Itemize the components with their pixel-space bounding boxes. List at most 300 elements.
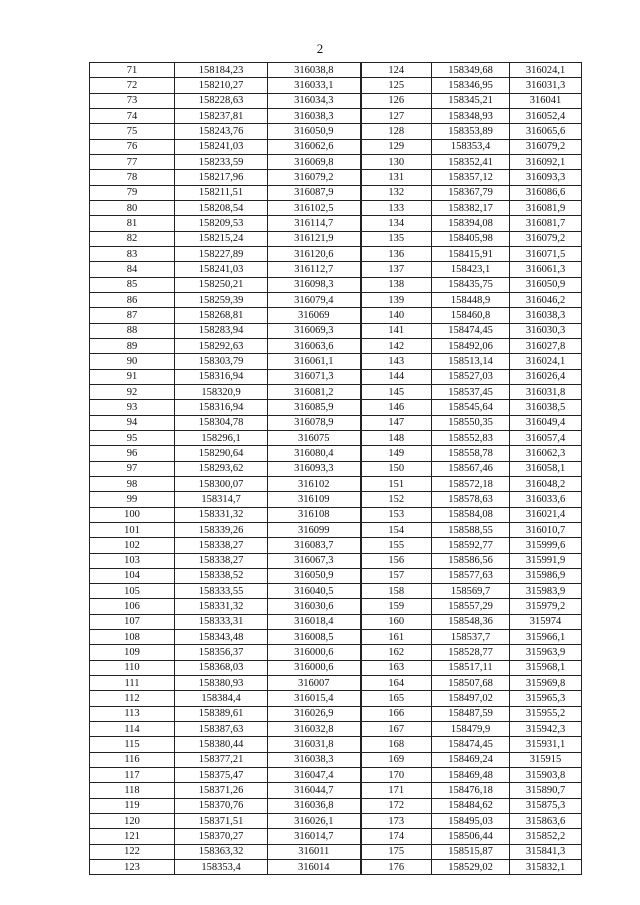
point-number-cell: 92 <box>90 384 175 399</box>
y-coordinate-cell: 316061,3 <box>510 262 582 277</box>
table-row <box>90 262 582 277</box>
point-number-cell: 107 <box>90 614 175 629</box>
x-coordinate-cell: 158343,48 <box>175 630 268 645</box>
y-coordinate-cell: 316093,3 <box>268 461 361 476</box>
point-number-cell: 100 <box>90 507 175 522</box>
y-coordinate-cell: 316038,8 <box>268 63 361 78</box>
table-row <box>90 93 582 108</box>
table-row <box>90 645 582 660</box>
x-coordinate-cell: 158513,14 <box>432 354 510 369</box>
x-coordinate-cell: 158233,59 <box>175 154 268 169</box>
y-coordinate-cell: 315966,1 <box>510 630 582 645</box>
x-coordinate-cell: 158448,9 <box>432 292 510 307</box>
table-row <box>90 660 582 675</box>
x-coordinate-cell: 158333,31 <box>175 614 268 629</box>
y-coordinate-cell: 316033,1 <box>268 78 361 93</box>
y-coordinate-cell: 316038,3 <box>268 108 361 123</box>
x-coordinate-cell: 158259,39 <box>175 292 268 307</box>
x-coordinate-cell: 158474,45 <box>432 323 510 338</box>
point-number-cell: 167 <box>361 722 432 737</box>
y-coordinate-cell: 316079,4 <box>268 292 361 307</box>
x-coordinate-cell: 158507,68 <box>432 676 510 691</box>
x-coordinate-cell: 158292,63 <box>175 338 268 353</box>
y-coordinate-cell: 315965,3 <box>510 691 582 706</box>
table-row <box>90 476 582 491</box>
y-coordinate-cell: 316044,7 <box>268 783 361 798</box>
y-coordinate-cell: 316079,2 <box>510 139 582 154</box>
table-row <box>90 384 582 399</box>
table-row <box>90 154 582 169</box>
x-coordinate-cell: 158304,78 <box>175 415 268 430</box>
point-number-cell: 151 <box>361 476 432 491</box>
point-number-cell: 139 <box>361 292 432 307</box>
y-coordinate-cell: 315969,8 <box>510 676 582 691</box>
y-coordinate-cell: 316038,3 <box>510 308 582 323</box>
y-coordinate-cell: 316081,9 <box>510 200 582 215</box>
table-row <box>90 507 582 522</box>
y-coordinate-cell: 316018,4 <box>268 614 361 629</box>
point-number-cell: 146 <box>361 400 432 415</box>
point-number-cell: 109 <box>90 645 175 660</box>
table-row <box>90 814 582 829</box>
point-number-cell: 163 <box>361 660 432 675</box>
x-coordinate-cell: 158529,02 <box>432 860 510 875</box>
y-coordinate-cell: 316065,6 <box>510 124 582 139</box>
table-row <box>90 461 582 476</box>
x-coordinate-cell: 158550,35 <box>432 415 510 430</box>
y-coordinate-cell: 316033,6 <box>510 492 582 507</box>
x-coordinate-cell: 158210,27 <box>175 78 268 93</box>
point-number-cell: 136 <box>361 246 432 261</box>
point-number-cell: 155 <box>361 538 432 553</box>
table-row <box>90 63 582 78</box>
y-coordinate-cell: 316108 <box>268 507 361 522</box>
y-coordinate-cell: 316079,2 <box>510 231 582 246</box>
point-number-cell: 76 <box>90 139 175 154</box>
point-number-cell: 125 <box>361 78 432 93</box>
y-coordinate-cell: 316026,1 <box>268 814 361 829</box>
point-number-cell: 88 <box>90 323 175 338</box>
table-row <box>90 292 582 307</box>
x-coordinate-cell: 158495,03 <box>432 814 510 829</box>
y-coordinate-cell: 316093,3 <box>510 170 582 185</box>
y-coordinate-cell: 316026,9 <box>268 706 361 721</box>
x-coordinate-cell: 158353,4 <box>432 139 510 154</box>
x-coordinate-cell: 158370,27 <box>175 829 268 844</box>
y-coordinate-cell: 316010,7 <box>510 522 582 537</box>
point-number-cell: 172 <box>361 798 432 813</box>
table-row <box>90 584 582 599</box>
table-row <box>90 737 582 752</box>
point-number-cell: 84 <box>90 262 175 277</box>
y-coordinate-cell: 316030,3 <box>510 323 582 338</box>
table-row <box>90 768 582 783</box>
x-coordinate-cell: 158338,27 <box>175 538 268 553</box>
point-number-cell: 126 <box>361 93 432 108</box>
x-coordinate-cell: 158552,83 <box>432 430 510 445</box>
point-number-cell: 102 <box>90 538 175 553</box>
point-number-cell: 91 <box>90 369 175 384</box>
x-coordinate-cell: 158217,96 <box>175 170 268 185</box>
point-number-cell: 116 <box>90 752 175 767</box>
x-coordinate-cell: 158243,76 <box>175 124 268 139</box>
point-number-cell: 145 <box>361 384 432 399</box>
x-coordinate-cell: 158497,02 <box>432 691 510 706</box>
point-number-cell: 147 <box>361 415 432 430</box>
point-number-cell: 119 <box>90 798 175 813</box>
point-number-cell: 108 <box>90 630 175 645</box>
point-number-cell: 86 <box>90 292 175 307</box>
y-coordinate-cell: 316112,7 <box>268 262 361 277</box>
point-number-cell: 122 <box>90 844 175 859</box>
point-number-cell: 114 <box>90 722 175 737</box>
point-number-cell: 150 <box>361 461 432 476</box>
point-number-cell: 115 <box>90 737 175 752</box>
y-coordinate-cell: 316031,3 <box>510 78 582 93</box>
point-number-cell: 165 <box>361 691 432 706</box>
point-number-cell: 103 <box>90 553 175 568</box>
point-number-cell: 93 <box>90 400 175 415</box>
point-number-cell: 72 <box>90 78 175 93</box>
x-coordinate-cell: 158545,64 <box>432 400 510 415</box>
y-coordinate-cell: 315903,8 <box>510 768 582 783</box>
point-number-cell: 77 <box>90 154 175 169</box>
x-coordinate-cell: 158296,1 <box>175 430 268 445</box>
point-number-cell: 162 <box>361 645 432 660</box>
table-row <box>90 308 582 323</box>
point-number-cell: 174 <box>361 829 432 844</box>
x-coordinate-cell: 158557,29 <box>432 599 510 614</box>
point-number-cell: 140 <box>361 308 432 323</box>
x-coordinate-cell: 158371,51 <box>175 814 268 829</box>
y-coordinate-cell: 316038,3 <box>268 752 361 767</box>
point-number-cell: 89 <box>90 338 175 353</box>
point-number-cell: 133 <box>361 200 432 215</box>
y-coordinate-cell: 316047,4 <box>268 768 361 783</box>
x-coordinate-cell: 158228,63 <box>175 93 268 108</box>
x-coordinate-cell: 158250,21 <box>175 277 268 292</box>
x-coordinate-cell: 158293,62 <box>175 461 268 476</box>
x-coordinate-cell: 158569,7 <box>432 584 510 599</box>
point-number-cell: 117 <box>90 768 175 783</box>
x-coordinate-cell: 158515,87 <box>432 844 510 859</box>
y-coordinate-cell: 315999,6 <box>510 538 582 553</box>
y-coordinate-cell: 316046,2 <box>510 292 582 307</box>
table-row <box>90 783 582 798</box>
x-coordinate-cell: 158184,23 <box>175 63 268 78</box>
y-coordinate-cell: 316121,9 <box>268 231 361 246</box>
x-coordinate-cell: 158303,79 <box>175 354 268 369</box>
x-coordinate-cell: 158241,03 <box>175 262 268 277</box>
point-number-cell: 134 <box>361 216 432 231</box>
point-number-cell: 80 <box>90 200 175 215</box>
table-row <box>90 446 582 461</box>
x-coordinate-cell: 158423,1 <box>432 262 510 277</box>
x-coordinate-cell: 158548,36 <box>432 614 510 629</box>
table-row <box>90 185 582 200</box>
point-number-cell: 169 <box>361 752 432 767</box>
x-coordinate-cell: 158370,76 <box>175 798 268 813</box>
point-number-cell: 142 <box>361 338 432 353</box>
y-coordinate-cell: 316120,6 <box>268 246 361 261</box>
x-coordinate-cell: 158528,77 <box>432 645 510 660</box>
point-number-cell: 113 <box>90 706 175 721</box>
table-row <box>90 676 582 691</box>
y-coordinate-cell: 316057,4 <box>510 430 582 445</box>
table-row <box>90 614 582 629</box>
y-coordinate-cell: 315863,6 <box>510 814 582 829</box>
y-coordinate-cell: 316034,3 <box>268 93 361 108</box>
x-coordinate-cell: 158537,7 <box>432 630 510 645</box>
x-coordinate-cell: 158384,4 <box>175 691 268 706</box>
x-coordinate-cell: 158356,37 <box>175 645 268 660</box>
x-coordinate-cell: 158537,45 <box>432 384 510 399</box>
x-coordinate-cell: 158517,11 <box>432 660 510 675</box>
y-coordinate-cell: 316075 <box>268 430 361 445</box>
y-coordinate-cell: 316040,5 <box>268 584 361 599</box>
table-row <box>90 338 582 353</box>
point-number-cell: 121 <box>90 829 175 844</box>
x-coordinate-cell: 158352,41 <box>432 154 510 169</box>
point-number-cell: 99 <box>90 492 175 507</box>
point-number-cell: 98 <box>90 476 175 491</box>
y-coordinate-cell: 316032,8 <box>268 722 361 737</box>
table-row <box>90 277 582 292</box>
x-coordinate-cell: 158474,45 <box>432 737 510 752</box>
y-coordinate-cell: 316083,7 <box>268 538 361 553</box>
y-coordinate-cell: 316011 <box>268 844 361 859</box>
x-coordinate-cell: 158394,08 <box>432 216 510 231</box>
x-coordinate-cell: 158375,47 <box>175 768 268 783</box>
x-coordinate-cell: 158237,81 <box>175 108 268 123</box>
x-coordinate-cell: 158377,21 <box>175 752 268 767</box>
point-number-cell: 152 <box>361 492 432 507</box>
point-number-cell: 106 <box>90 599 175 614</box>
point-number-cell: 166 <box>361 706 432 721</box>
y-coordinate-cell: 316058,1 <box>510 461 582 476</box>
x-coordinate-cell: 158227,89 <box>175 246 268 261</box>
point-number-cell: 94 <box>90 415 175 430</box>
table-row <box>90 354 582 369</box>
y-coordinate-cell: 315832,1 <box>510 860 582 875</box>
y-coordinate-cell: 315986,9 <box>510 568 582 583</box>
point-number-cell: 175 <box>361 844 432 859</box>
point-number-cell: 149 <box>361 446 432 461</box>
y-coordinate-cell: 316021,4 <box>510 507 582 522</box>
x-coordinate-cell: 158208,54 <box>175 200 268 215</box>
x-coordinate-cell: 158380,44 <box>175 737 268 752</box>
point-number-cell: 171 <box>361 783 432 798</box>
y-coordinate-cell: 316050,9 <box>268 124 361 139</box>
point-number-cell: 137 <box>361 262 432 277</box>
y-coordinate-cell: 316014 <box>268 860 361 875</box>
table-row <box>90 200 582 215</box>
point-number-cell: 135 <box>361 231 432 246</box>
point-number-cell: 120 <box>90 814 175 829</box>
y-coordinate-cell: 316050,9 <box>510 277 582 292</box>
y-coordinate-cell: 316071,5 <box>510 246 582 261</box>
x-coordinate-cell: 158371,26 <box>175 783 268 798</box>
x-coordinate-cell: 158435,75 <box>432 277 510 292</box>
table-row <box>90 108 582 123</box>
point-number-cell: 118 <box>90 783 175 798</box>
table-row <box>90 78 582 93</box>
point-number-cell: 168 <box>361 737 432 752</box>
y-coordinate-cell: 316041 <box>510 93 582 108</box>
y-coordinate-cell: 316109 <box>268 492 361 507</box>
x-coordinate-cell: 158506,44 <box>432 829 510 844</box>
y-coordinate-cell: 316050,9 <box>268 568 361 583</box>
table-row <box>90 752 582 767</box>
point-number-cell: 83 <box>90 246 175 261</box>
y-coordinate-cell: 315974 <box>510 614 582 629</box>
x-coordinate-cell: 158460,8 <box>432 308 510 323</box>
y-coordinate-cell: 316024,1 <box>510 63 582 78</box>
y-coordinate-cell: 315890,7 <box>510 783 582 798</box>
x-coordinate-cell: 158592,77 <box>432 538 510 553</box>
x-coordinate-cell: 158268,81 <box>175 308 268 323</box>
point-number-cell: 123 <box>90 860 175 875</box>
x-coordinate-cell: 158368,03 <box>175 660 268 675</box>
table-row <box>90 553 582 568</box>
y-coordinate-cell: 316014,7 <box>268 829 361 844</box>
y-coordinate-cell: 316048,2 <box>510 476 582 491</box>
x-coordinate-cell: 158584,08 <box>432 507 510 522</box>
y-coordinate-cell: 316102,5 <box>268 200 361 215</box>
point-number-cell: 71 <box>90 63 175 78</box>
x-coordinate-cell: 158290,64 <box>175 446 268 461</box>
y-coordinate-cell: 315983,9 <box>510 584 582 599</box>
x-coordinate-cell: 158586,56 <box>432 553 510 568</box>
y-coordinate-cell: 316015,4 <box>268 691 361 706</box>
y-coordinate-cell: 316086,6 <box>510 185 582 200</box>
table-row <box>90 568 582 583</box>
x-coordinate-cell: 158300,07 <box>175 476 268 491</box>
point-number-cell: 129 <box>361 139 432 154</box>
y-coordinate-cell: 315991,9 <box>510 553 582 568</box>
y-coordinate-cell: 316087,9 <box>268 185 361 200</box>
y-coordinate-cell: 316114,7 <box>268 216 361 231</box>
x-coordinate-cell: 158415,91 <box>432 246 510 261</box>
x-coordinate-cell: 158567,46 <box>432 461 510 476</box>
point-number-cell: 164 <box>361 676 432 691</box>
table-row <box>90 599 582 614</box>
x-coordinate-cell: 158215,24 <box>175 231 268 246</box>
y-coordinate-cell: 316031,8 <box>510 384 582 399</box>
table-row <box>90 323 582 338</box>
table-row <box>90 139 582 154</box>
y-coordinate-cell: 316062,3 <box>510 446 582 461</box>
table-row <box>90 430 582 445</box>
table-row <box>90 124 582 139</box>
y-coordinate-cell: 315968,1 <box>510 660 582 675</box>
y-coordinate-cell: 315942,3 <box>510 722 582 737</box>
table-row <box>90 246 582 261</box>
y-coordinate-cell: 316052,4 <box>510 108 582 123</box>
table-row <box>90 829 582 844</box>
point-number-cell: 159 <box>361 599 432 614</box>
point-number-cell: 138 <box>361 277 432 292</box>
point-number-cell: 131 <box>361 170 432 185</box>
x-coordinate-cell: 158316,94 <box>175 400 268 415</box>
x-coordinate-cell: 158339,26 <box>175 522 268 537</box>
point-number-cell: 160 <box>361 614 432 629</box>
y-coordinate-cell: 316098,3 <box>268 277 361 292</box>
point-number-cell: 143 <box>361 354 432 369</box>
y-coordinate-cell: 316024,1 <box>510 354 582 369</box>
table-row <box>90 798 582 813</box>
y-coordinate-cell: 316030,6 <box>268 599 361 614</box>
x-coordinate-cell: 158380,93 <box>175 676 268 691</box>
y-coordinate-cell: 316000,6 <box>268 645 361 660</box>
y-coordinate-cell: 315915 <box>510 752 582 767</box>
y-coordinate-cell: 316078,9 <box>268 415 361 430</box>
point-number-cell: 141 <box>361 323 432 338</box>
coordinates-table-body <box>90 63 582 875</box>
y-coordinate-cell: 316069,8 <box>268 154 361 169</box>
x-coordinate-cell: 158479,9 <box>432 722 510 737</box>
point-number-cell: 128 <box>361 124 432 139</box>
x-coordinate-cell: 158353,4 <box>175 860 268 875</box>
y-coordinate-cell: 316027,8 <box>510 338 582 353</box>
table-row <box>90 231 582 246</box>
point-number-cell: 75 <box>90 124 175 139</box>
table-row <box>90 630 582 645</box>
x-coordinate-cell: 158353,89 <box>432 124 510 139</box>
point-number-cell: 96 <box>90 446 175 461</box>
table-row <box>90 400 582 415</box>
point-number-cell: 81 <box>90 216 175 231</box>
y-coordinate-cell: 316071,3 <box>268 369 361 384</box>
x-coordinate-cell: 158577,63 <box>432 568 510 583</box>
x-coordinate-cell: 158357,12 <box>432 170 510 185</box>
point-number-cell: 176 <box>361 860 432 875</box>
x-coordinate-cell: 158345,21 <box>432 93 510 108</box>
point-number-cell: 124 <box>361 63 432 78</box>
point-number-cell: 173 <box>361 814 432 829</box>
coordinates-table <box>89 62 582 875</box>
y-coordinate-cell: 315931,1 <box>510 737 582 752</box>
x-coordinate-cell: 158283,94 <box>175 323 268 338</box>
table-row <box>90 844 582 859</box>
x-coordinate-cell: 158331,32 <box>175 507 268 522</box>
x-coordinate-cell: 158338,52 <box>175 568 268 583</box>
table-row <box>90 369 582 384</box>
point-number-cell: 154 <box>361 522 432 537</box>
x-coordinate-cell: 158389,61 <box>175 706 268 721</box>
y-coordinate-cell: 315963,9 <box>510 645 582 660</box>
y-coordinate-cell: 316099 <box>268 522 361 537</box>
y-coordinate-cell: 316102 <box>268 476 361 491</box>
x-coordinate-cell: 158492,06 <box>432 338 510 353</box>
point-number-cell: 101 <box>90 522 175 537</box>
point-number-cell: 144 <box>361 369 432 384</box>
y-coordinate-cell: 315852,2 <box>510 829 582 844</box>
y-coordinate-cell: 316092,1 <box>510 154 582 169</box>
x-coordinate-cell: 158588,55 <box>432 522 510 537</box>
point-number-cell: 105 <box>90 584 175 599</box>
point-number-cell: 127 <box>361 108 432 123</box>
y-coordinate-cell: 316061,1 <box>268 354 361 369</box>
y-coordinate-cell: 316081,7 <box>510 216 582 231</box>
point-number-cell: 153 <box>361 507 432 522</box>
x-coordinate-cell: 158527,03 <box>432 369 510 384</box>
point-number-cell: 112 <box>90 691 175 706</box>
x-coordinate-cell: 158487,59 <box>432 706 510 721</box>
x-coordinate-cell: 158405,98 <box>432 231 510 246</box>
x-coordinate-cell: 158476,18 <box>432 783 510 798</box>
y-coordinate-cell: 316038,5 <box>510 400 582 415</box>
